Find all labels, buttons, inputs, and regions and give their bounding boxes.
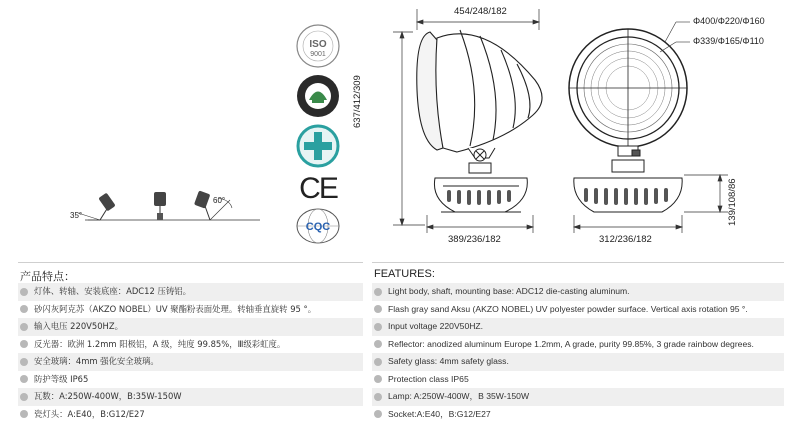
feature-en-item: Input voltage 220V50HZ. — [372, 318, 784, 336]
feature-cn-item: 安全玻璃：4mm 强化安全玻璃。 — [18, 353, 363, 371]
feature-en-item: Safety glass: 4mm safety glass. — [372, 353, 784, 371]
environmental-cert-logo — [295, 73, 341, 119]
features-cn-title: 产品特点： — [20, 268, 75, 284]
bullet-icon — [20, 393, 28, 401]
base-width-label: 389/236/182 — [448, 234, 501, 245]
feature-en-item: Protection class IP65 — [372, 371, 784, 389]
feature-cn-item: 防护等级 IP65 — [18, 371, 363, 389]
front-base — [574, 178, 682, 212]
side-view-drawing — [365, 0, 565, 250]
features-en-list — [372, 283, 784, 423]
lamp-head — [417, 30, 542, 152]
divider-right — [372, 262, 784, 263]
front-diameter-inner-label: Φ339/Φ165/Φ110 — [693, 36, 764, 46]
divider-left — [18, 262, 363, 263]
bullet-icon — [374, 323, 382, 331]
certification-column — [292, 20, 344, 245]
front-width-label: 312/236/182 — [599, 234, 652, 245]
iso-text: ISO — [309, 39, 326, 50]
base-width-dimension — [427, 215, 533, 233]
mounting-base — [434, 178, 527, 212]
feature-en-item: Reflector: anodized aluminum Europe 1.2mm, A grade, purity 99.85%, 3 grade rainbow degrees. — [372, 336, 784, 354]
bullet-icon — [374, 305, 382, 313]
cqc-text: CQC — [306, 221, 331, 233]
iso-number: 9001 — [310, 51, 326, 58]
bullet-icon — [374, 288, 382, 296]
bullet-icon — [374, 410, 382, 418]
bullet-icon — [20, 305, 28, 313]
iso-9001-logo — [295, 23, 341, 69]
feature-en-item: Flash gray sand Aksu (AKZO NOBEL) UV polyester powder surface. Vertical axis rotation 95 °. — [372, 301, 784, 319]
feature-en-item: Lamp: A:250W-400W，B 35W-150W — [372, 388, 784, 406]
fixture-vertical — [154, 192, 166, 220]
bullet-icon — [374, 340, 382, 348]
feature-cn-item: 瓦数：A:250W-400W，B:35W-150W — [18, 388, 363, 406]
feature-cn-item: 瓷灯头：A:E40，B:G12/E27 — [18, 406, 363, 423]
feature-en-item: Socket:A:E40，B:G12/E27 — [372, 406, 784, 423]
mounting-angle-diagram — [60, 180, 270, 230]
bullet-icon — [20, 288, 28, 296]
top-width-label: 454/248/182 — [454, 6, 507, 17]
bullet-icon — [374, 375, 382, 383]
bullet-icon — [20, 358, 28, 366]
cnas-logo — [295, 123, 341, 169]
feature-cn-item: 砂闪灰阿克苏（AKZO NOBEL）UV 聚酯粉表面处理。转轴垂直旋转 95 °。 — [18, 301, 363, 319]
feature-cn-item: 输入电压 220V50HZ。 — [18, 318, 363, 336]
angle-label-left: 35° — [70, 211, 82, 220]
feature-en-item: Light body, shaft, mounting base: ADC12 die-casting aluminum. — [372, 283, 784, 301]
angle-label-right: 60° — [213, 196, 225, 205]
ce-mark: CE — [296, 172, 340, 206]
front-diameter-outer-label: Φ400/Φ220/Φ160 — [693, 16, 765, 26]
bullet-icon — [20, 340, 28, 348]
features-en-title: FEATURES: — [374, 268, 435, 280]
base-height-label: 139/108/86 — [727, 178, 738, 226]
fixture-angled-right — [194, 190, 232, 220]
fixture-angled-left — [78, 193, 116, 220]
bullet-icon — [374, 358, 382, 366]
height-label: 637/412/309 — [352, 75, 363, 128]
features-cn-list — [18, 283, 363, 423]
cqc-logo — [295, 207, 341, 245]
bullet-icon — [20, 410, 28, 418]
feature-cn-item: 反光器：欧洲 1.2mm 阳极铝，A 级，纯度 99.85%，Ⅲ级彩虹度。 — [18, 336, 363, 354]
bullet-icon — [20, 375, 28, 383]
feature-cn-item: 灯体、转轴、安装底座：ADC12 压铸铝。 — [18, 283, 363, 301]
bracket-joint — [468, 148, 495, 173]
bullet-icon — [20, 323, 28, 331]
